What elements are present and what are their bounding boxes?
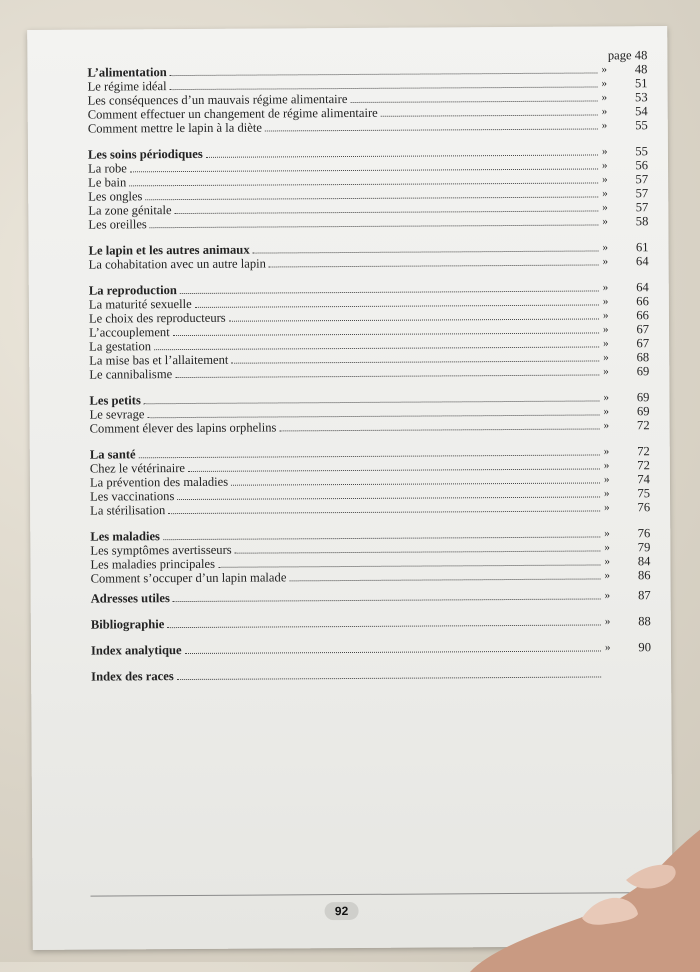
toc-entry-title: Index analytique: [91, 643, 185, 658]
toc-page-ref: [597, 62, 647, 76]
ditto-marker: »: [603, 336, 609, 350]
toc-entry-title: Les maladies: [90, 529, 163, 543]
toc-page-number: 67: [627, 336, 649, 350]
toc-page-number: 75: [628, 486, 650, 500]
toc-entry-title: Comment effectuer un changement de régime alimentaire: [88, 106, 381, 122]
ditto-marker: »: [602, 186, 608, 200]
ditto-marker: »: [602, 158, 608, 172]
ditto-marker: »: [603, 308, 609, 322]
ditto-marker: »: [604, 444, 610, 458]
toc-page-number: 69: [627, 390, 649, 404]
ditto-marker: »: [602, 214, 608, 228]
ditto-marker: »: [603, 294, 609, 308]
toc-leader-dots: [144, 400, 600, 404]
ditto-marker: »: [603, 364, 609, 378]
toc-page-ref: [599, 280, 649, 294]
toc-leader-dots: [170, 86, 598, 90]
toc-page-ref: [598, 186, 648, 200]
ditto-marker: »: [602, 144, 608, 158]
toc-section-entry: [91, 666, 651, 683]
toc-page-ref: [599, 404, 649, 418]
toc-entry-title: Le cannibalisme: [89, 367, 175, 382]
toc-entry-title: La prévention des maladies: [90, 475, 231, 490]
toc-page-ref: [601, 640, 651, 654]
toc-entry-title: Adresses utiles: [91, 591, 173, 606]
toc-entry-title: L’accouplement: [89, 325, 173, 340]
ditto-marker: »: [604, 486, 610, 500]
toc-page-ref: [598, 214, 648, 228]
table-of-contents: [87, 48, 651, 683]
toc-page-number: 69: [627, 364, 649, 378]
ditto-marker: »: [603, 404, 609, 418]
toc-page-ref: [599, 294, 649, 308]
ditto-marker: »: [604, 526, 610, 540]
toc-entry-title: La cohabitation avec un autre lapin: [89, 256, 269, 271]
toc-page-number: 55: [626, 118, 648, 132]
toc-leader-dots: [279, 428, 599, 431]
ditto-marker: »: [603, 280, 609, 294]
ditto-marker: »: [602, 118, 608, 132]
toc-page-number: 64: [627, 280, 649, 294]
toc-leader-dots: [129, 182, 598, 186]
ditto-marker: »: [602, 200, 608, 214]
ditto-marker: »: [601, 62, 607, 76]
toc-page-ref: [601, 588, 651, 602]
ditto-marker: »: [605, 588, 611, 602]
ditto-marker: »: [603, 350, 609, 364]
toc-entry-title: L’alimentation: [87, 65, 169, 80]
toc-leader-dots: [173, 332, 599, 336]
book-page: [27, 26, 673, 950]
ditto-marker: »: [604, 458, 610, 472]
toc-entry-title: Le lapin et les autres animaux: [89, 243, 253, 258]
toc-leader-dots: [173, 598, 601, 602]
toc-page-number: 67: [627, 322, 649, 336]
toc-leader-dots: [253, 250, 599, 253]
toc-page-ref: [598, 158, 648, 172]
toc-page-ref: [598, 104, 648, 118]
toc-entry-title: La gestation: [89, 339, 154, 353]
toc-entry-title: Les soins périodiques: [88, 147, 206, 162]
toc-page-ref: [600, 444, 650, 458]
page-label: page: [608, 48, 632, 62]
toc-page-number: 79: [628, 540, 650, 554]
toc-page-number: 64: [627, 254, 649, 268]
toc-page-ref: [600, 540, 650, 554]
ditto-marker: »: [604, 554, 610, 568]
toc-entry-title: Le sevrage: [90, 407, 148, 421]
toc-page-ref: [600, 554, 650, 568]
ditto-marker: »: [601, 76, 607, 90]
toc-entry-title: La reproduction: [89, 283, 180, 298]
toc-page-ref: [598, 172, 648, 186]
toc-page-ref: [599, 336, 649, 350]
toc-page-number: 72: [628, 444, 650, 458]
toc-leader-dots: [154, 346, 599, 350]
toc-entry-title: Chez le vétérinaire: [90, 461, 188, 476]
hand-image: [430, 822, 700, 972]
toc-leader-dots: [177, 496, 600, 500]
toc-page-number: 84: [628, 554, 650, 568]
toc-leader-dots: [168, 510, 600, 514]
toc-entry-title: La robe: [88, 161, 130, 175]
toc-leader-dots: [289, 578, 600, 581]
toc-leader-dots: [177, 676, 601, 680]
toc-page-ref: [600, 472, 650, 486]
page-number: 92: [325, 902, 359, 920]
toc-page-number: 76: [628, 526, 650, 540]
toc-leader-dots: [147, 414, 599, 418]
toc-page-number: 57: [626, 200, 648, 214]
toc-leader-dots: [163, 536, 600, 540]
toc-page-number: 66: [627, 294, 649, 308]
toc-leader-dots: [231, 482, 600, 485]
toc-page-number: 57: [626, 186, 648, 200]
toc-entry-title: Les vaccinations: [90, 489, 177, 504]
toc-page-ref: [600, 568, 650, 582]
toc-page-ref: [599, 390, 649, 404]
ditto-marker: »: [604, 418, 610, 432]
toc-entry-title: Comment s’occuper d’un lapin malade: [91, 570, 290, 585]
toc-leader-dots: [229, 318, 599, 321]
toc-entry-title: La maturité sexuelle: [89, 297, 195, 312]
toc-page-number: 76: [628, 500, 650, 514]
toc-page-number: 53: [626, 90, 648, 104]
toc-page-ref: [601, 614, 651, 628]
toc-page-ref: [598, 90, 648, 104]
toc-leader-dots: [185, 650, 601, 654]
toc-entry-title: Index des races: [91, 669, 177, 684]
toc-page-number: 90: [629, 640, 651, 654]
ditto-marker: »: [603, 254, 609, 268]
toc-page-number: 68: [627, 350, 649, 364]
toc-leader-dots: [180, 290, 599, 294]
toc-page-ref: [598, 118, 648, 132]
toc-leader-dots: [206, 154, 598, 157]
toc-page-number: 58: [626, 214, 648, 228]
toc-entry-title: Les symptômes avertisseurs: [90, 543, 234, 558]
toc-entry-title: Les conséquences d’un mauvais régime alimentaire: [88, 92, 351, 108]
toc-page-ref: [598, 200, 648, 214]
toc-page-number: 51: [625, 76, 647, 90]
ditto-marker: »: [602, 240, 608, 254]
toc-entry-title: La mise bas et l’allaitement: [89, 353, 231, 368]
toc-entry-title: La santé: [90, 447, 139, 461]
toc-page-ref: [600, 418, 650, 432]
toc-page-number: 86: [628, 568, 650, 582]
ditto-marker: »: [605, 614, 611, 628]
ditto-marker: »: [603, 390, 609, 404]
toc-leader-dots: [381, 114, 598, 116]
toc-leader-dots: [235, 550, 601, 553]
toc-entry-title: La stérilisation: [90, 503, 168, 517]
toc-page-number: 57: [626, 172, 648, 186]
ditto-marker: »: [602, 172, 608, 186]
toc-page-number: 87: [629, 588, 651, 602]
toc-leader-dots: [350, 100, 597, 103]
ditto-marker: »: [604, 540, 610, 554]
toc-page-number: 48: [625, 62, 647, 76]
page-value: 48: [635, 48, 648, 62]
toc-page-ref: [599, 322, 649, 336]
toc-leader-dots: [170, 72, 598, 76]
toc-leader-dots: [130, 168, 598, 172]
toc-leader-dots: [145, 196, 598, 200]
ditto-marker: »: [604, 472, 610, 486]
ditto-marker: »: [602, 90, 608, 104]
toc-page-number: 54: [626, 104, 648, 118]
toc-leader-dots: [265, 128, 598, 131]
ditto-marker: »: [605, 640, 611, 654]
toc-page-number: 55: [626, 144, 648, 158]
toc-entry-title: Comment mettre le lapin à la diète: [88, 121, 265, 136]
toc-entry-title: La zone génitale: [88, 203, 174, 218]
toc-leader-dots: [269, 264, 599, 267]
toc-leader-dots: [150, 224, 599, 228]
toc-leader-dots: [195, 304, 599, 307]
toc-entry-title: Le choix des reproducteurs: [89, 311, 229, 326]
toc-entry-title: Les oreilles: [88, 217, 149, 231]
toc-page-ref: [597, 76, 647, 90]
toc-entry-title: Bibliographie: [91, 617, 168, 631]
toc-page-number: 66: [627, 308, 649, 322]
toc-entry-title: Les maladies principales: [90, 557, 218, 572]
toc-leader-dots: [139, 454, 600, 458]
toc-leader-dots: [188, 468, 600, 472]
toc-page-number: 88: [629, 614, 651, 628]
toc-page-ref: [599, 364, 649, 378]
toc-leader-dots: [167, 624, 601, 628]
toc-leader-dots: [175, 374, 599, 378]
toc-page-ref: [600, 486, 650, 500]
toc-leader-dots: [218, 564, 600, 567]
toc-page-ref: [600, 500, 650, 514]
toc-page-ref: [598, 240, 648, 254]
toc-page-ref: [599, 308, 649, 322]
toc-page-ref: [600, 458, 650, 472]
toc-page-number: 74: [628, 472, 650, 486]
toc-page-number: 72: [628, 458, 650, 472]
toc-page-number: 56: [626, 158, 648, 172]
toc-page-ref: [599, 350, 649, 364]
toc-leader-dots: [231, 360, 599, 363]
toc-page-number: 61: [626, 240, 648, 254]
toc-entry-title: Les ongles: [88, 189, 145, 203]
ditto-marker: »: [603, 322, 609, 336]
toc-page-number: 72: [628, 418, 650, 432]
toc-page-ref: [601, 666, 651, 680]
toc-page-number: 69: [627, 404, 649, 418]
ditto-marker: »: [604, 568, 610, 582]
toc-entry-title: Comment élever des lapins orphelins: [90, 420, 280, 435]
toc-leader-dots: [175, 210, 599, 214]
ditto-marker: »: [602, 104, 608, 118]
toc-entry-title: Le bain: [88, 175, 129, 189]
ditto-marker: »: [604, 500, 610, 514]
toc-page-ref: [600, 526, 650, 540]
toc-page-ref: [598, 144, 648, 158]
toc-page-ref: [599, 254, 649, 268]
toc-entry-title: Le régime idéal: [88, 79, 170, 94]
toc-entry-title: Les petits: [89, 393, 144, 407]
